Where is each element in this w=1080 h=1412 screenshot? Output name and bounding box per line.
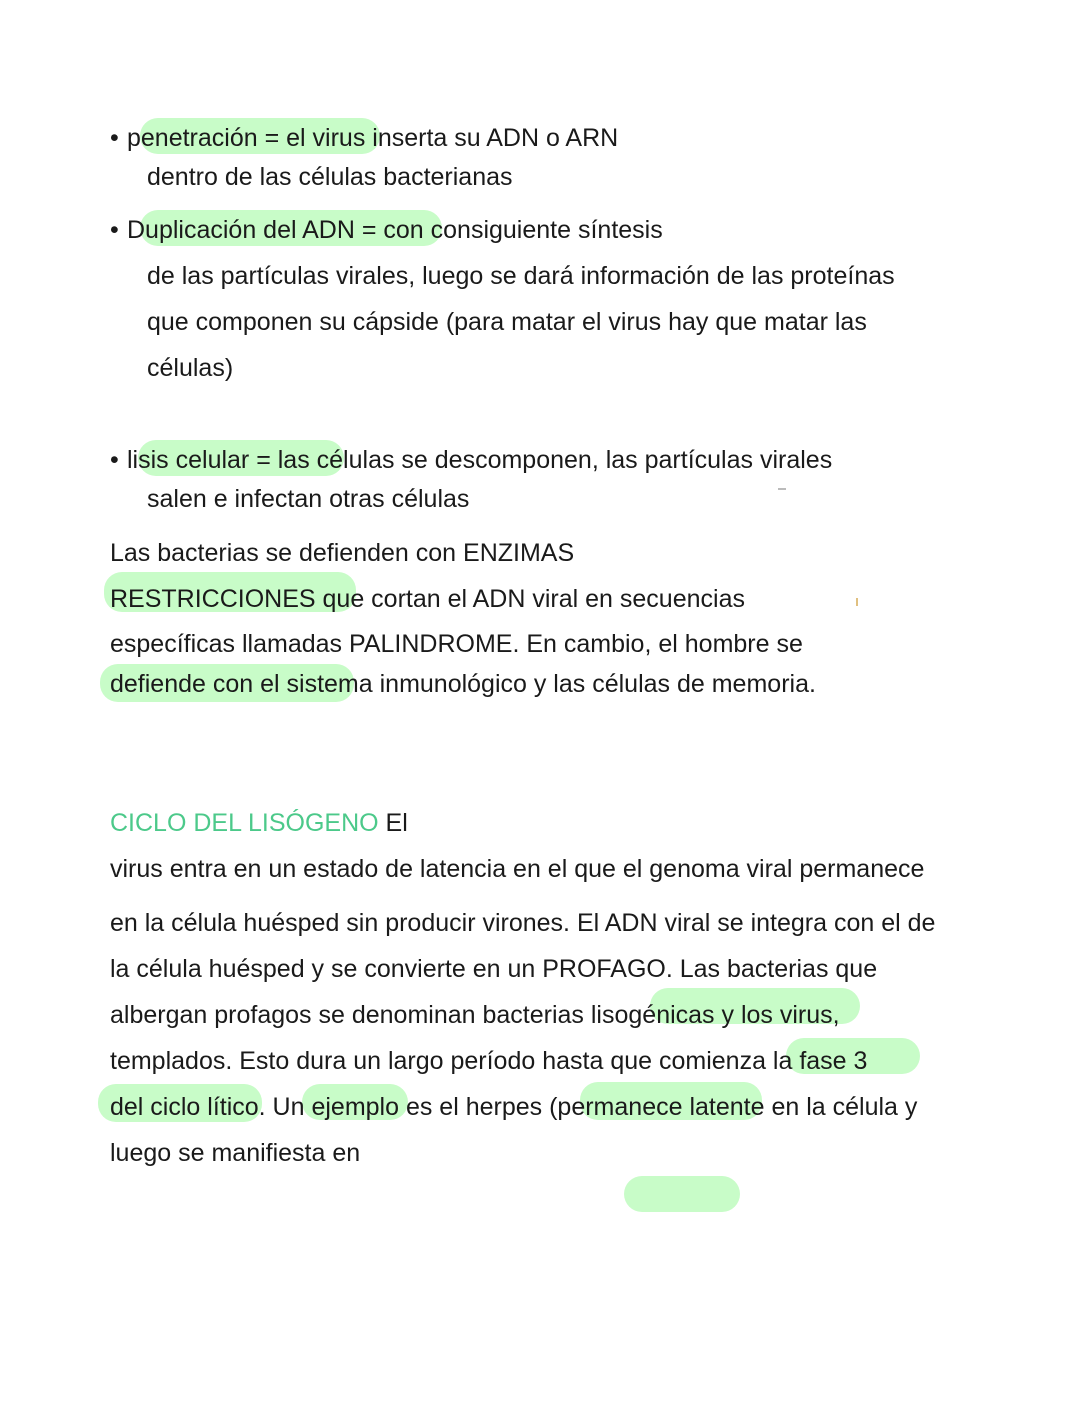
- lysogen-line-7: luego se manifiesta en: [110, 1139, 361, 1167]
- defense-line-1: Las bacterias se defienden con ENZIMAS: [110, 539, 575, 567]
- bullet-3-line-1: lisis celular = las células se descomponen, las partículas virales: [127, 446, 833, 474]
- bullet-marker: •: [110, 124, 119, 152]
- defense-line-3: específicas llamadas PALINDROME. En cambio, el hombre se: [110, 630, 803, 658]
- lysogen-line-2: en la célula huésped sin producir virones. El ADN viral se integra con el de: [110, 909, 936, 937]
- defense-line-4: defiende con el sistema inmunológico y las células de memoria.: [110, 670, 816, 698]
- lysogen-line-3: la célula huésped y se convierte en un PROFAGO. Las bacterias que: [110, 955, 878, 983]
- bullet-2-line-4: células): [147, 354, 234, 382]
- lysogen-line-5: templados. Esto dura un largo período hasta que comienza la fase 3: [110, 1047, 868, 1075]
- section-heading: CICLO DEL LISÓGENO: [110, 809, 379, 837]
- bullet-1-line-2: dentro de las células bacterianas: [147, 163, 513, 191]
- bullet-2-line-3: que componen su cápside (para matar el virus hay que matar las: [147, 308, 867, 336]
- bullet-2-line-1: Duplicación del ADN = con consiguiente síntesis: [127, 216, 663, 244]
- bullet-marker: •: [110, 216, 119, 244]
- stray-mark: [856, 598, 858, 606]
- bullet-2-line-2: de las partículas virales, luego se dará información de las proteínas: [147, 262, 895, 290]
- lysogen-line-1: virus entra en un estado de latencia en el que el genoma viral permanece: [110, 855, 925, 883]
- lysogen-line-4: albergan profagos se denominan bacterias lisogénicas y los virus,: [110, 1001, 840, 1029]
- stray-mark: [778, 488, 786, 490]
- lysogen-heading-line: [110, 808, 408, 838]
- heading-tail: El: [378, 809, 408, 837]
- bullet-1-line-1: penetración = el virus inserta su ADN o ARN: [127, 124, 619, 152]
- bullet-3-line-2: salen e infectan otras células: [147, 485, 470, 513]
- defense-line-2: RESTRICCIONES que cortan el ADN viral en secuencias: [110, 585, 745, 613]
- bullet-marker: •: [110, 446, 119, 474]
- lysogen-line-6: del ciclo lítico. Un ejemplo es el herpes (permanece latente en la célula y: [110, 1093, 918, 1121]
- highlight-mark: [624, 1176, 740, 1212]
